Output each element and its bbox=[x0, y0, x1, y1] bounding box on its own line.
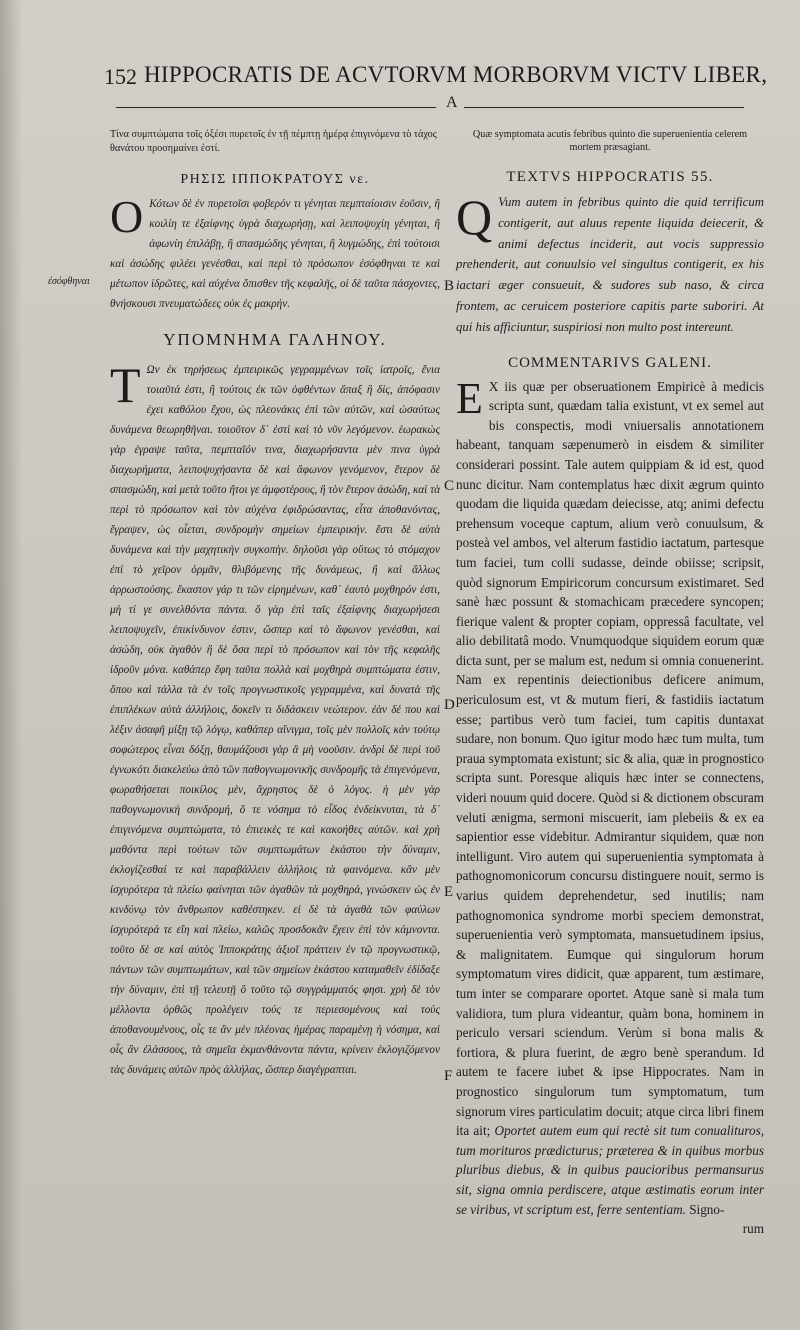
greek-commentary bbox=[110, 357, 440, 1080]
section-letter-b: B bbox=[444, 278, 455, 294]
greek-commentary-body: Ων ἐκ τηρήσεως ἐμπειρικῶς γεγραμμένων τοῖς ἰατροῖς, ἔνια τοιαῦτά ἐστι, ἢ τούτοις ἐκ τῶν ὀφθέντων ἅπαξ ἢ δὶς, ἀπόφασιν ἐχει καθόλου ἔχου, ὡς πλεονάκις ἐπὶ τῶν αὐτῶν, καὶ ὡσαύτως δυνάμενα θεωρηθῆναι. τοιοῦτον δ᾽ ἐστὶ καὶ τὸ νῦν λεγόμενον. ἑωρακὼς γὰρ ἐγραψε ταῦτα, πεμπταῖόν τινα, διαχωρήσαντα μὲν πινα ὑγρὰ διαχωρήματα, λειποψυχήσαντα δὲ καὶ ἄφωνον γενόμενον, ἕτερον δὲ σπασμώδη, καὶ μετὰ τοῦτο ἤτοι γε ἀμφοτέρους, ἢ τὸν ἕτερον ἀσώδη, καὶ τὰ περὶ τὸ πρόσωπον καὶ τὸν αὐχένα ἐφιδρώσαντας, εἶτα ἀποθανόντας, ἔγραψεν, ὡς οἶεται, συνδρομὴν σημείων ἐμπειρικήν. ἔστι δὲ αὐτὰ δυνάμενα καὶ τὴν μαχητικὴν συγκοπὴν. δηλοῦσι γὰρ οὕτως τὸ στόμαχον ἐπὶ τὸ χεῖρον ὁρμᾶν, θλιβόμενης τῆς δυνάμεως, ἢ καὶ ἄλλως ἀρρωστούσης. ἔκαστον γάρ τι τῶν εἰρημένων, καθ᾽ ἑαυτὸ μοχθηρόν ἐστι, μὴ τί γε συνελθόντα πάντα. ὅ γὰρ ἐπὶ ταῖς ἐξαίφνης διαχωρήσεσι λειποψυχεῖν, ἐπικίνδυνον ἐστιν, ὥσπερ καὶ τὸ ἄφωνον γενέσθαι, καὶ ἀσώδη, οὐκ ἀγαθὸν ἢ δὲ ὅσα περὶ τὸ πρόσωπον καὶ τὸν τῆς κεφαλῆς ἱδροῦν μόνα. καθάπερ ἔφη ταῦτα πολλὰ καὶ μοχθηρὰ συμπτώματα ἐστιν, ὅπου καὶ τάλλα τὰ ἐν τοῖς προγνωστικοῖς γεγραμμένα, καὶ δυνατὰ τῆς ἐπιπλέκων αὐτὰ ἀλλήλοις, δοκεῖν τι διδάσκειν νεώτερον. ἐὰν δέ που καὶ λέξιν ἀσαφῆ μίξῃ τῷ λόγῳ, καθάπερ αἴνιγμα, τοῖς μὲν πολλοῖς κἀν τούτῳ σοφώτερος εἶναι δόξῃ, θαυμάζουσι γὰρ ἃ μὴ νοοῦσιν. ἀνδρὶ δὲ περὶ τοῦ ἐγνωκότι διακελεύω ἀπὸ τῶν παθογνωμονικῆς συνδρομῆς τὰ ἐπιγενόμενα, φωραθήσεται ποικίλος μὲν, ἄχρηστος δὲ ὁ λόγος. ἡ μὲν γὰρ παθογνωμονικὴ συνδρομή, ὅ τε νόσημα τὸ εἶδος ἐνδείκνυται, τὰ δ᾽ ἐπιγινόμενα συμπτώματα, τὸ ἐπιεικὲς τε καὶ κακοήθες αὐτῶν. καὶ χρὴ μαθόντα περὶ τούτων τῶν συμπτωμάτων ἑκάστου τὴν δύναμιν, ἐκλογίζεσθαί τε καὶ παραβάλλειν ἀλλήλοις τὰ φαινόμενα. κἂν μὲν ἰσχυρότερα τὰ πλείω φαίνηται τῶν ἀγαθῶν τὰ μοχθηρά, γινώσκειν ὡς ἐν κινδύνῳ τὸν ἄνθρωπον καθέστηκεν. εἰ δὲ τὰ ἀγαθὰ τῶν φαύλων ἰσχυρότερά τε εἴη καὶ πλείω, καλῶς προσδοκᾶν ἔχειν ἐπὶ τὸν κάμνοντα. τοῦτο δὲ σε καὶ αὐτὸς Ἱπποκράτης ἀξιοῖ πράττειν ἐν τῷ προγνωστικῷ, πάντων τῶν συμπτωμάτων, καὶ τῶν σημείων ἑκάστου καταμαθεῖν ἐδίδαξε τὴν δύναμιν, ἐπὶ τῇ τελευτῇ ὃ τοῦτο τῷ συγγράμματός φησι. χρὴ δὲ τὸν μέλλοντα ὀρθῶς προλέγειν τούς τε περιεσομένους καὶ τοὺς ἀποθανουμένους, οἷς τε ἂν μὲν πλέονας ἡμέρας παραμένῃ ἡ νόσημα, καὶ οἷς ἂν ἐλάσσους, τὰ σημεῖα ἐκμανθάνοντα πάντα, κρίνειν ἐκλογιζόμενον τὰς δυνάμεις αὐτῶν πρὸς ἀλλήλας, ὥσπερ διαγέγραπται. bbox=[110, 364, 440, 1076]
section-letter-e: E bbox=[444, 884, 454, 900]
page-number: 152 bbox=[104, 64, 137, 89]
greek-text-body: Κότων δὲ ἐν πυρετοῖσι φοβερόν τι γένηται πεμπταίοισιν ἐοῦσιν, ἢ κοιλίη τε ἐξαίφνης ὑγρὰ διαχωρήσῃ, καὶ λειποψυχίη γένηται, ἢ ἀφωνίη ἐπιλάβῃ, ἢ σπασμώδης γένηται, ἢ λυγμώδης, ἐπὶ τούτοισι καὶ ἀσώδης φιλέει γενέσθαι, καὶ περὶ τὸ πρόσωπον ἐσόφθηναι τε καὶ μέτωπον ἱδρῶτες, καὶ αὐχένα ὄπισθεν τῆς κεφαλῆς, οἱ δὲ ταῦτα πάσχοντες, θνήσκουσι πνευματώδεες οὐκ ἐς μακρήν. bbox=[110, 198, 440, 310]
section-letter-d: D bbox=[444, 697, 455, 713]
latin-text-initial: Q bbox=[456, 189, 493, 245]
latin-commentary-initial: E bbox=[456, 373, 483, 423]
catchword: rum bbox=[742, 1221, 764, 1237]
latin-commentary-end: Signo- bbox=[689, 1201, 725, 1217]
greek-text-heading: ΡΗΣΙΣ ΙΠΠΟΚΡΑΤΟΥΣ νε. bbox=[180, 172, 370, 187]
latin-commentary-heading: COMMENTARIVS GALENI. bbox=[508, 354, 712, 371]
running-head bbox=[104, 62, 768, 92]
greek-text bbox=[110, 191, 440, 314]
margin-annotation: ἐσόφθηναι bbox=[48, 276, 90, 287]
running-title: HIPPOCRATIS DE ACVTORVM MORBORVM VICTV LIBER, bbox=[144, 62, 768, 87]
greek-column bbox=[110, 128, 440, 1080]
signature-mark: A bbox=[446, 94, 458, 111]
latin-intro: Quæ symptomata acutis febribus quinto die superuenientia celerem mortem præsagiant. bbox=[472, 129, 748, 153]
latin-commentary-quote: Oportet autem eum qui rectè sit tum conualituros, tum morituros prædicturus; præterea & in quibus morbus pluribus diebus, & in quibus paucioribus permansurus sit, signa omnia perdiscere, atque æstimatis eorum inter se viribus, vt scriptum est, ferre sententiam. bbox=[456, 1123, 764, 1217]
head-rule-right bbox=[464, 107, 744, 108]
section-letter-f: F bbox=[444, 1068, 453, 1084]
latin-text bbox=[456, 189, 764, 338]
head-rule-left bbox=[116, 107, 436, 108]
latin-commentary bbox=[456, 373, 765, 1220]
greek-commentary-initial: Τ bbox=[110, 357, 141, 413]
latin-commentary-body: X iis quæ per obseruationem Empiricè à medicis scripta sunt, quædam talia existunt, vt ex semel aut bis conspectis, modi vniuersalis annotationem habeant, tanquam sæpenumerò in eisdem & similiter considerari possint. Tale autem quippiam & id est, quod nunc dicitur. Nam contemplatus hæc dixit ægrum quinto quodam die liquida quædam deiecisse, atq; animi defectu prehensum voceque captum, alium verò conuulsum, & posteà vel ambos, vel alterum fastidio iactatum, partesque tum faciei, tum colli sudasse, deinde obiisse; scripsit, quòd signorum Empiricorum concursum existimaret. Sed sanè hæc possunt & stomachicam præcedere syncopen; fierique valent & propter copiam, oppressâ facultate, vel alio debilitatâ modo. Vnumquodque siquidem eorum quæ dicta sunt, per se malum est, nedum si omnia conuenerint. Nam ex repentinis deiectionibus deficere animum, periculosum est, vt & mutum fieri, & fastidiis iactatum esse; partibus verò tum faciei, tum capitis duntaxat sudare, non bonum. Quo igitur modo hæc tum multa, tum praua symptomata existunt; sic & alia, quæ in prognostico scripta sunt. Poresque aliquis hæc inter se connectens, videri nouum quid docere. Quòd si & dictionem obscuram veluti ænigma, sermoni miscuerit, iam plebeiis & ex ea sapientior esse videbitur. Admirantur siquidem, quæ non intelligunt. Viro autem qui superuenientia symptomata à pathognomonicorum concursu distinguere nouit, sermo is varius quidem deprehendetur, sed inutilis; nam pathognomonica syndrome morbi speciem demonstrat, superuenientia verò symptomata, mansuetudinem ipsius, & malignitatem. Eumque qui singulorum horum symptomatum vires didicit, quæ apparent, tum æstimare, tum inter se comparare oportet. Atque sanè si mala tum validiora, tum plura videantur, quàm bona, hominem in periculo versari sciendum. Verùm si bona malis & fortiora, & plura fuerint, de ægro benè sperandum. Id autem te facere iubet & ipse Hippocrates. Nam in prognostico singulorum tum symptomatum, tum signorum vires particulatim docuit; atque circa libri finem ita ait; bbox=[456, 378, 765, 1139]
section-letter-c: C bbox=[444, 478, 455, 494]
greek-text-initial: Ο bbox=[110, 191, 144, 242]
greek-intro: Τίνα συμπτώματα τοῖς ὀξέσι πυρετοῖς ἐν τῇ πέμπτῃ ἡμέρᾳ ἐπιγινόμενα τὸ τάχος θανάτου προσημαίνει ἐστί. bbox=[110, 129, 437, 154]
latin-column bbox=[456, 128, 764, 1237]
latin-text-heading: TEXTVS HIPPOCRATIS 55. bbox=[506, 169, 714, 185]
greek-commentary-heading: ΥΠΟΜΝΗΜΑ ΓΑΛΗΝΟΥ. bbox=[163, 330, 387, 349]
gutter-shadow bbox=[0, 0, 22, 1330]
latin-text-body: Vum autem in febribus quinto die quid terrificum contigerit, aut aluus repente liquida deiecerit, & animi defectus inciderit, aut vocis suppressio prehenderit, aut conuulsio vel singultus contigerit, ex his iactari æger consueuit, & sudores sub naso, & circa frontem, ac ceruicem posteriore capitis parte suboriri. At qui his afficiuntur, suspiriosi non multo post intereunt. bbox=[456, 195, 764, 334]
